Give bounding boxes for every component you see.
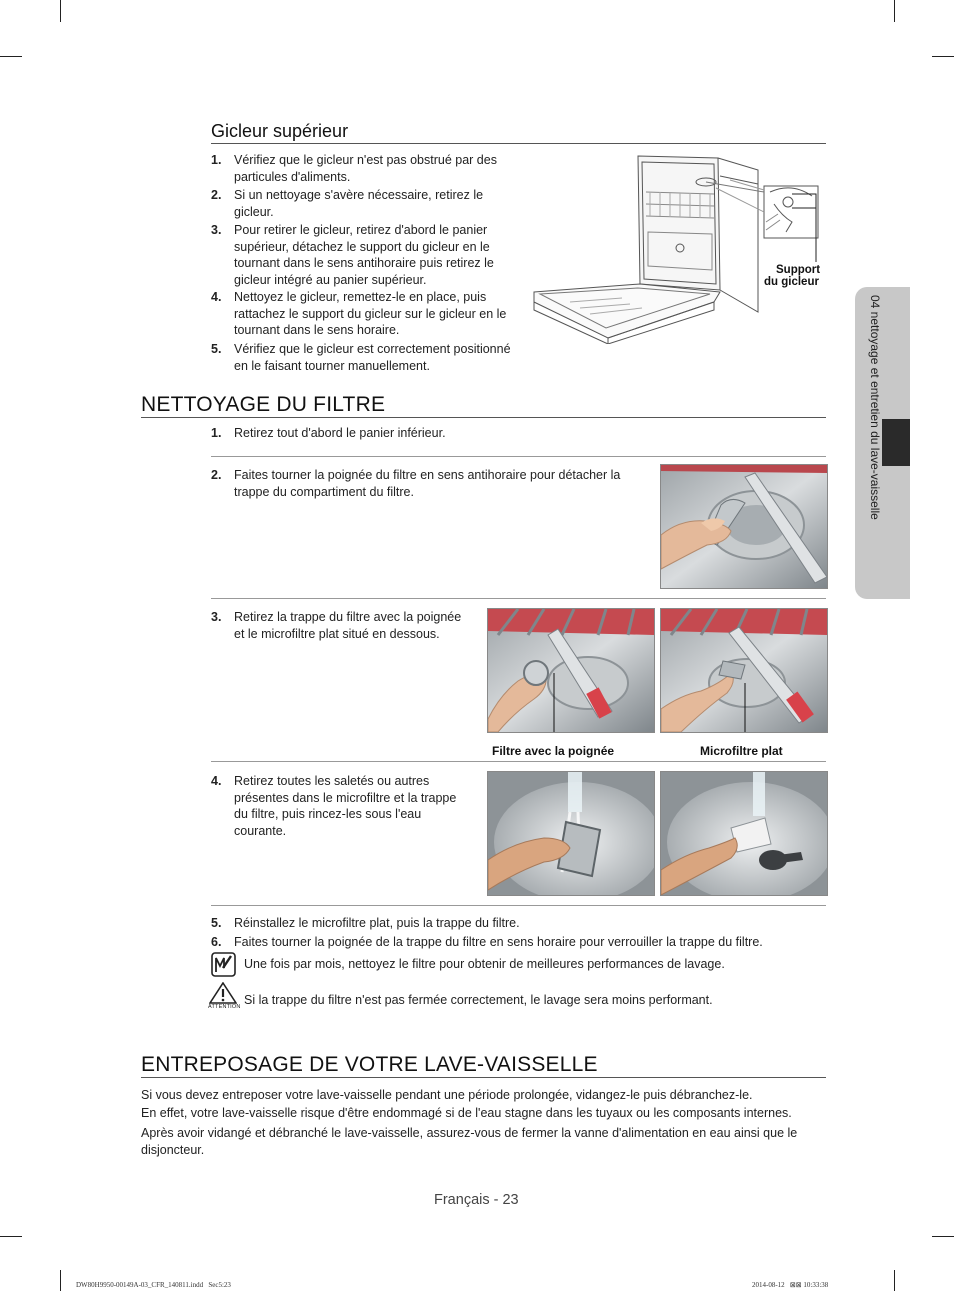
divider [211, 905, 826, 906]
page-number: Français - 23 [434, 1192, 519, 1208]
divider [211, 761, 826, 762]
section-title-gicleur: Gicleur supérieur [211, 121, 349, 141]
gicleur-step-4 [211, 289, 521, 339]
step-number: 2. [211, 468, 222, 482]
step-text: Pour retirer le gicleur, retirez d'abord le panier supérieur, détachez le support du gicleur en le tournant dans le sens antihoraire puis retirez le gicleur intégré au panier supérieur. [234, 223, 494, 287]
crop-mark [0, 56, 22, 57]
caution-text: Si la trappe du filtre n'est pas fermée correctement, le lavage sera moins performant. [244, 993, 713, 1007]
gicleur-step-2 [211, 187, 521, 220]
crop-mark [894, 1270, 895, 1291]
filtre-step-2 [211, 467, 651, 501]
step-text: Faites tourner la poignée du filtre en sens antihoraire pour détacher la trappe du compartiment du filtre. [234, 468, 621, 499]
gicleur-step-3 [211, 222, 521, 288]
step-number: 1. [211, 426, 222, 440]
crop-mark [60, 1270, 61, 1291]
step-number: 1. [211, 153, 222, 167]
filtre-step-5 [211, 915, 811, 932]
divider [211, 598, 826, 599]
step-text: Retirez toutes les saletés ou autres présentes dans le microfiltre et la trappe du filtre, puis rincez-les sous l'eau courante. [234, 774, 457, 838]
step-number: 4. [211, 290, 222, 304]
caution-icon [209, 982, 237, 1004]
gicleur-step-1 [211, 152, 521, 185]
file-info: DW80H9950-00149A-03_CFR_140811.indd Sec5:23 [76, 1281, 231, 1289]
crop-mark [60, 0, 61, 22]
step-text: Faites tourner la poignée de la trappe du filtre en sens horaire pour verrouiller la trappe du filtre. [234, 935, 763, 949]
side-tab-marker [882, 419, 910, 466]
step-text: Si un nettoyage s'avère nécessaire, retirez le gicleur. [234, 188, 484, 219]
photo-filter-removal [487, 608, 655, 733]
caution-label: ATTENTION [208, 1004, 241, 1010]
step-number: 6. [211, 935, 222, 949]
crop-mark [0, 1236, 22, 1237]
crop-mark [932, 56, 954, 57]
divider [211, 456, 826, 457]
filtre-step-4 [211, 773, 481, 841]
step-number: 3. [211, 610, 222, 624]
section-title-filtre: NETTOYAGE DU FILTRE [141, 393, 386, 416]
callout-support-line1: Support [776, 264, 821, 276]
step-text: Vérifiez que le gicleur n'est pas obstrué par des particules d'aliments. [234, 153, 497, 184]
photo-rinse-microfilter [660, 771, 828, 896]
gicleur-step-5 [211, 341, 521, 374]
caption-filtre-poignee: Filtre avec la poignée [492, 744, 615, 758]
photo-filter-handle [660, 464, 828, 589]
step-number: 4. [211, 774, 222, 788]
step-number: 3. [211, 223, 222, 237]
step-text: Vérifiez que le gicleur est correctement positionné en le faisant tourner manuellement. [234, 342, 511, 373]
section-rule [141, 417, 826, 418]
entreposage-paragraph-2: En effet, votre lave-vaisselle risque d'être endommagé si de l'eau stagne dans les tuyaux ou les composants internes. [141, 1106, 792, 1120]
dishwasher-diagram [530, 152, 830, 344]
side-tab-label: 04 nettoyage et entretien du lave-vaisselle [868, 295, 882, 520]
filtre-step-1 [211, 425, 811, 442]
note-icon [211, 952, 236, 977]
step-number: 2. [211, 188, 222, 202]
photo-microfilter [660, 608, 828, 733]
section-title-entreposage: ENTREPOSAGE DE VOTRE LAVE-VAISSELLE [141, 1053, 598, 1076]
filtre-step-6 [211, 934, 826, 951]
photo-rinse-filter [487, 771, 655, 896]
note-text: Une fois par mois, nettoyez le filtre pour obtenir de meilleures performances de lavage. [244, 957, 725, 971]
entreposage-paragraph-1: Si vous devez entreposer votre lave-vaisselle pendant une période prolongée, vidangez-le puis débranchez-le. [141, 1088, 753, 1102]
print-date: 2014-08-12 ⊠⊠ 10:33:38 [752, 1281, 829, 1289]
section-rule [141, 1077, 826, 1078]
entreposage-paragraph-3: Après avoir vidangé et débranché le lave-vaisselle, assurez-vous de fermer la vanne d'alimentation en eau ainsi que le disjoncteur. [141, 1126, 798, 1157]
crop-mark [932, 1236, 954, 1237]
step-number: 5. [211, 916, 222, 930]
section-rule [211, 143, 826, 144]
step-text: Réinstallez le microfiltre plat, puis la trappe du filtre. [234, 916, 520, 930]
filtre-step-3 [211, 609, 481, 643]
step-text: Retirez tout d'abord le panier inférieur. [234, 426, 446, 440]
step-text: Nettoyez le gicleur, remettez-le en place, puis rattachez le support du gicleur sur le gicleur en le tournant dans le sens horaire. [234, 290, 507, 337]
caption-microfiltre: Microfiltre plat [700, 744, 783, 758]
crop-mark [894, 0, 895, 22]
step-number: 5. [211, 342, 222, 356]
callout-support-line2: du gicleur [764, 276, 819, 288]
step-text: Retirez la trappe du filtre avec la poignée et le microfiltre plat situé en dessous. [234, 610, 462, 641]
